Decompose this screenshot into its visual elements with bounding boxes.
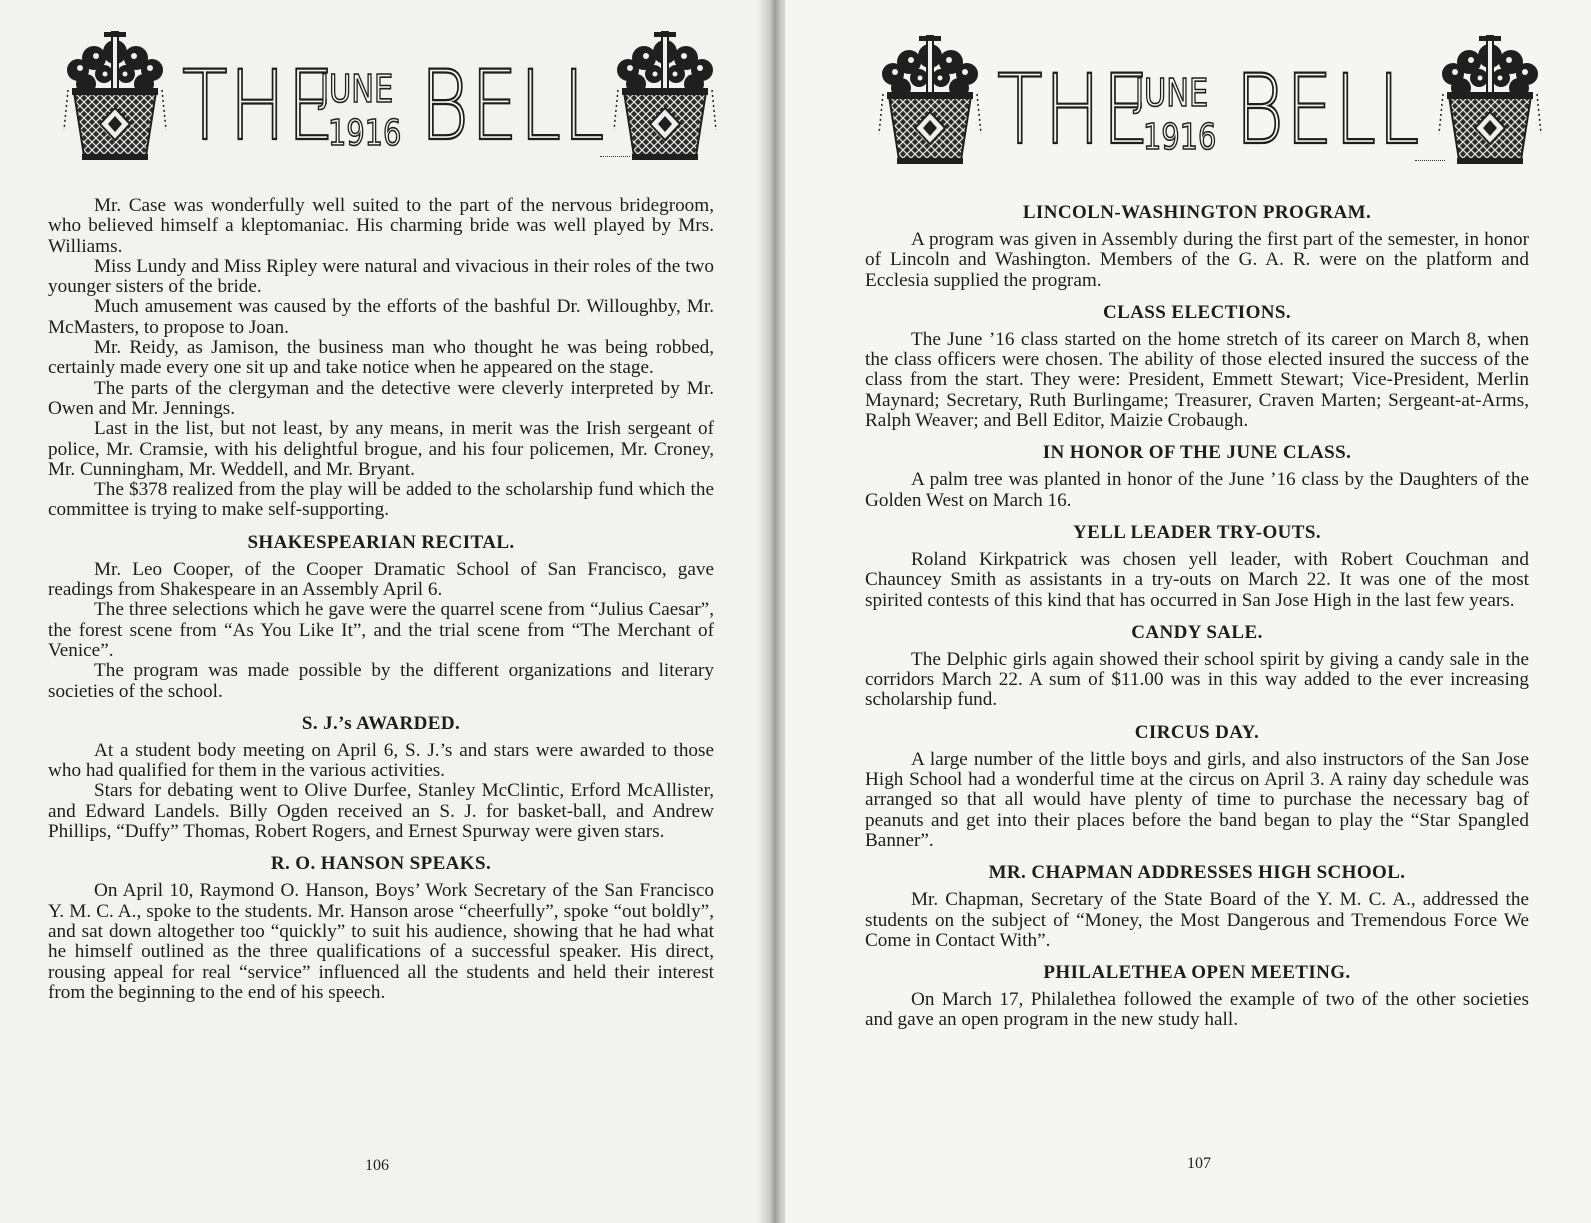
paragraph: Much amusement was caused by the efforts of the bashful Dr. Willoughby, Mr. McMasters, to propose to Joan. bbox=[48, 296, 714, 338]
paragraph: A program was given in Assembly during the first part of the semester, in honor of Lincoln and Washington. Members of the G. A. R. were on the platform and Ecclesia supplied the program. bbox=[865, 229, 1529, 291]
section-heading: IN HONOR OF THE JUNE CLASS. bbox=[1042, 442, 1352, 464]
masthead-right bbox=[875, 34, 1545, 174]
right-text-column bbox=[865, 202, 1529, 1031]
flower-basket-icon bbox=[60, 30, 170, 162]
masthead-title-the: THE bbox=[182, 50, 337, 162]
paragraph: Mr. Reidy, as Jamison, the business man who thought he was being robbed, certainly made every one sit up and take notice when he appeared on the stage. bbox=[48, 337, 714, 379]
section-heading: MR. CHAPMAN ADDRESSES HIGH SCHOOL. bbox=[988, 862, 1406, 884]
left-text-column bbox=[48, 196, 714, 1003]
paragraph: The June ’16 class started on the home stretch of its career on March 8, when the class officers were chosen. The ability of those elected insured the success of the class from the start. They were: President, Emmett Stewart; Vice-President, Merlin Maynard; Secretary, Ruth Burlingame; Treasurer, Craven Marten; Sergeant-at-Arms, Ralph Weaver; and Bell Editor, Maizie Crobaugh. bbox=[865, 328, 1529, 432]
flower-basket-icon bbox=[610, 30, 720, 162]
paragraph: Miss Lundy and Miss Ripley were natural and vivacious in their roles of the two younger sisters of the bride. bbox=[48, 255, 714, 298]
paragraph: A palm tree was planted in honor of the June ’16 class by the Daughters of the Golden West on March 16. bbox=[865, 469, 1529, 511]
paragraph: Roland Kirkpatrick was chosen yell leader, with Robert Couchman and Chauncey Smith as assistants in a try-outs on March 22. It was one of the most spirited contests of this kind that has occurred in San Jose High in the last few years. bbox=[865, 548, 1529, 611]
left-page bbox=[0, 0, 770, 1223]
paragraph: Mr. Case was wonderfully well suited to the part of the nervous bridegroom, who believed himself a kleptomaniac. His charming bride was well played by Mrs. Williams. bbox=[48, 195, 714, 257]
section-heading: R. O. HANSON SPEAKS. bbox=[270, 853, 492, 875]
paragraph: The Delphic girls again showed their school spirit by giving a candy sale in the corridors March 22. A sum of $11.00 was in this way added to the ever increasing scholarship fund. bbox=[865, 648, 1529, 711]
paragraph: At a student body meeting on April 6, S. J.’s and stars were awarded to those who had qualified for them in the various activities. bbox=[48, 739, 714, 782]
masthead-year: 1916 bbox=[328, 113, 402, 154]
paragraph: A large number of the little boys and girls, and also instructors of the San Jose High School had a wonderful time at the circus on April 3. A rainy day schedule was arranged so that all would have plenty of time to purchase the necessary bag of peanuts and get into their places before the band began to play the “Star Spangled Banner”. bbox=[865, 748, 1529, 851]
paragraph: On April 10, Raymond O. Hanson, Boys’ Work Secretary of the San Francisco Y. M. C. A., spoke to the students. Mr. Hanson arose “cheerfully”, spoke “out boldly”, and sat down altogether too “quickly” to suit his audience, showing that he had what he himself outlined as the three qualifications of a successful speaker. His direct, rousing appeal for real “service” influenced all the students and held their interest from the beginning to the end of his speech. bbox=[48, 880, 714, 1003]
paragraph: Stars for debating went to Olive Durfee, Stanley McClintic, Erford McAllister, and Edward Landels. Billy Ogden received an S. J. for basket-ball, and Andrew Phillips, “Duffy” Thomas, Robert Rogers, and Ernest Spurway were given stars. bbox=[48, 780, 714, 843]
section-heading: YELL LEADER TRY-OUTS. bbox=[1073, 521, 1321, 543]
section-heading: CLASS ELECTIONS. bbox=[1102, 301, 1292, 323]
section-heading: SHAKESPEARIAN RECITAL. bbox=[247, 531, 515, 553]
paragraph: Mr. Leo Cooper, of the Cooper Dramatic School of San Francisco, gave readings from Shakespeare in an Assembly April 6. bbox=[48, 558, 714, 601]
flower-basket-icon bbox=[875, 34, 985, 166]
masthead-month: JUNE bbox=[1135, 71, 1209, 115]
masthead-title-the: THE bbox=[997, 54, 1152, 166]
flower-basket-icon bbox=[1435, 34, 1545, 166]
section-heading: CANDY SALE. bbox=[1131, 621, 1263, 643]
masthead-left bbox=[60, 30, 720, 170]
paragraph: On March 17, Philalethea followed the example of two of the other societies and gave an open program in the new study hall. bbox=[865, 989, 1529, 1031]
section-heading: LINCOLN-WASHINGTON PROGRAM. bbox=[1022, 202, 1372, 223]
masthead-title-bell: BELL bbox=[420, 50, 607, 162]
paragraph: The three selections which he gave were the quarrel scene from “Julius Caesar”, the forest scene from “As You Like It”, and the trial scene from “The Merchant of Venice”. bbox=[48, 599, 714, 661]
paragraph: The $378 realized from the play will be added to the scholarship fund which the committee is trying to make self-supporting. bbox=[48, 479, 714, 521]
right-page bbox=[785, 0, 1591, 1223]
paragraph: The parts of the clergyman and the detective were cleverly interpreted by Mr. Owen and Mr. Jennings. bbox=[48, 377, 714, 419]
section-heading: CIRCUS DAY. bbox=[1134, 721, 1260, 743]
paragraph: Mr. Chapman, Secretary of the State Board of the Y. M. C. A., addressed the students on the subject of “Money, the Most Dangerous and Tremendous Force We Come in Contact With”. bbox=[865, 889, 1529, 951]
page-number: 107 bbox=[1187, 1155, 1211, 1172]
section-heading: PHILALETHEA OPEN MEETING. bbox=[1043, 962, 1351, 984]
paragraph: Last in the list, but not least, by any means, in merit was the Irish sergeant of police, Mr. Cramsie, with his delightful brogue, and his four policemen, Mr. Croney, Mr. Cunningham, Mr. Weddell, and Mr. Bryant. bbox=[48, 418, 714, 480]
page-number: 106 bbox=[365, 1157, 389, 1174]
masthead-month: JUNE bbox=[320, 67, 394, 111]
paragraph: The program was made possible by the different organizations and literary societies of the school. bbox=[48, 660, 714, 702]
masthead-title-bell: BELL bbox=[1235, 54, 1422, 166]
section-heading: S. J.’s AWARDED. bbox=[301, 712, 461, 734]
masthead-year: 1916 bbox=[1143, 117, 1217, 158]
